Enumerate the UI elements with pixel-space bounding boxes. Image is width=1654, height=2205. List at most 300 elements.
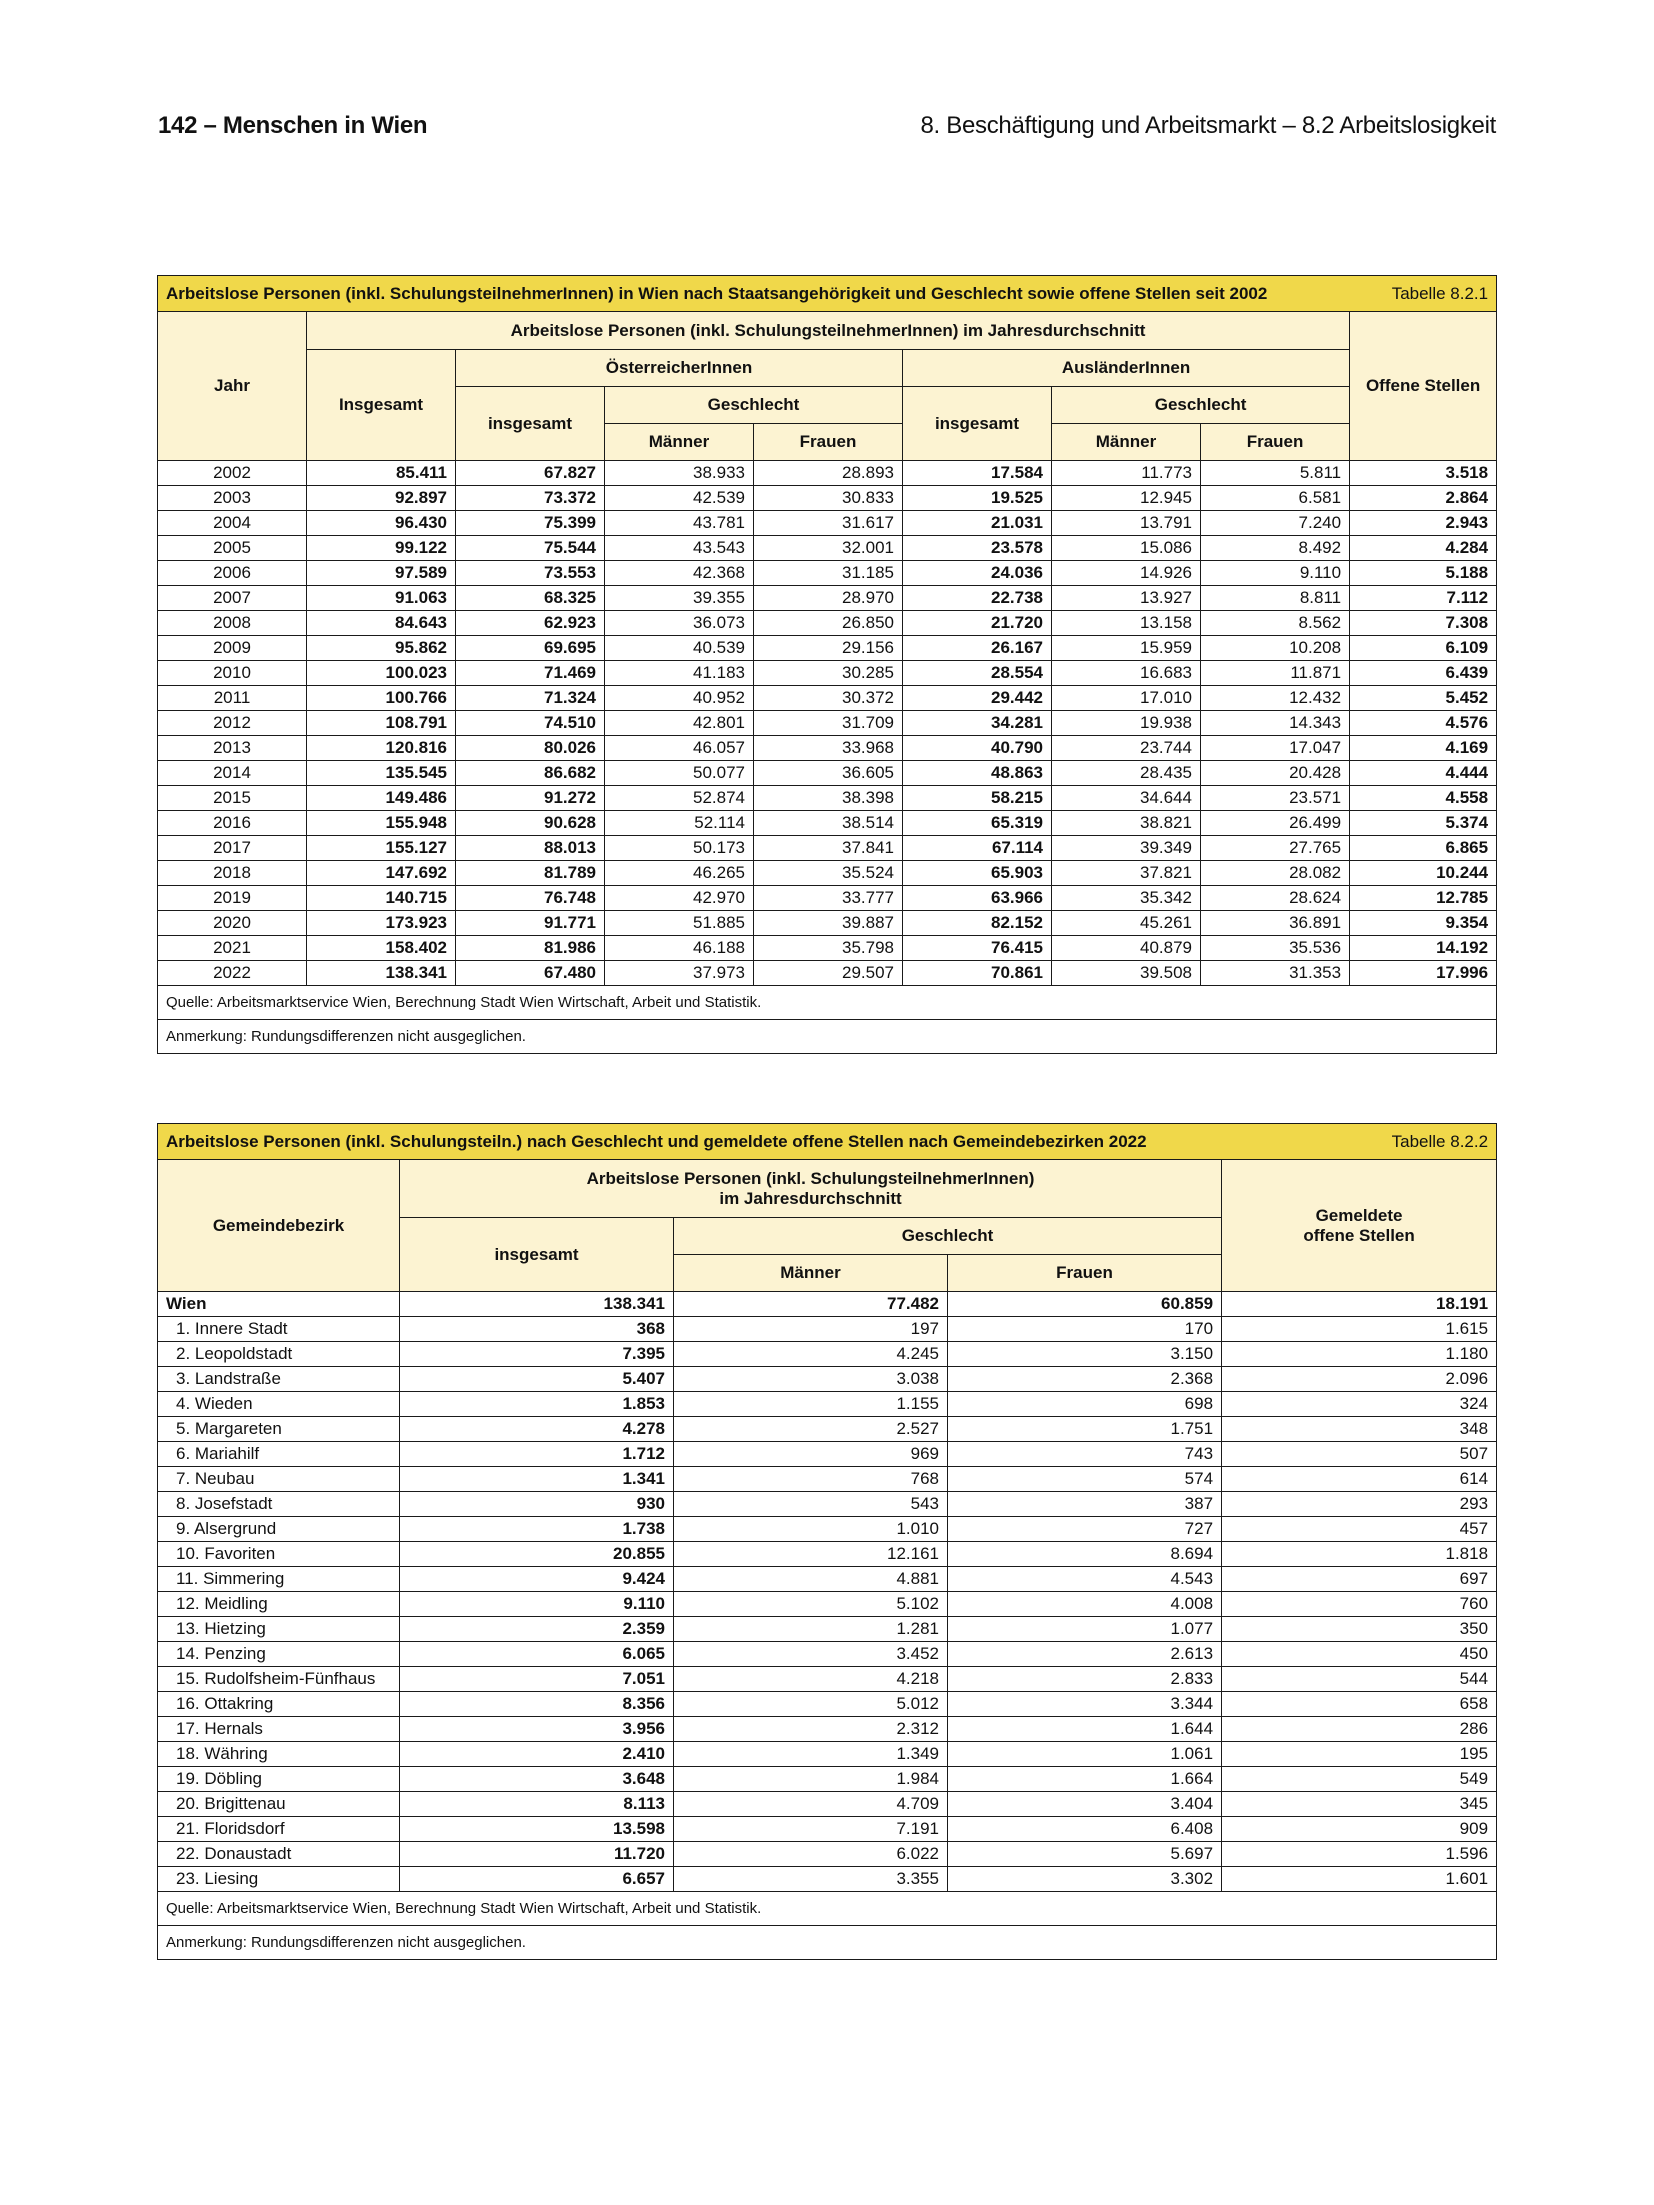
cell-oe-frauen: 30.372 [754,686,903,711]
cell-au-frauen: 23.571 [1201,786,1350,811]
cell-insgesamt: 140.715 [307,886,456,911]
bezirk-name: 7. Neubau [158,1467,400,1492]
cell-offene-stellen: 2.096 [1222,1367,1497,1392]
cell-au-maenner: 13.927 [1052,586,1201,611]
cell-offene-stellen: 549 [1222,1767,1497,1792]
cell-frauen: 3.302 [948,1867,1222,1892]
cell-oe-maenner: 50.077 [605,761,754,786]
cell-au-insgesamt: 48.863 [903,761,1052,786]
cell-frauen: 574 [948,1467,1222,1492]
cell-maenner: 4.218 [674,1667,948,1692]
cell-offene-stellen: 7.308 [1350,611,1497,636]
table-row [158,736,1497,761]
cell-au-frauen: 28.624 [1201,886,1350,911]
cell-oe-maenner: 42.801 [605,711,754,736]
cell-oe-insgesamt: 86.682 [456,761,605,786]
cell-frauen: 4.008 [948,1592,1222,1617]
table-row [158,836,1497,861]
cell-au-maenner: 17.010 [1052,686,1201,711]
cell-oe-insgesamt: 67.827 [456,461,605,486]
cell-oe-frauen: 35.524 [754,861,903,886]
cell-offene-stellen: 909 [1222,1817,1497,1842]
cell-insgesamt: 138.341 [400,1292,674,1317]
cell-au-frauen: 11.871 [1201,661,1350,686]
bezirk-name: 20. Brigittenau [158,1792,400,1817]
header-gemeldete-offene-stellen [1222,1160,1497,1292]
cell-au-frauen: 8.492 [1201,536,1350,561]
cell-offene-stellen: 286 [1222,1717,1497,1742]
cell-offene-stellen: 5.452 [1350,686,1497,711]
cell-oe-frauen: 29.507 [754,961,903,986]
cell-au-maenner: 13.158 [1052,611,1201,636]
cell-au-frauen: 28.082 [1201,861,1350,886]
table-row [158,1717,1497,1742]
header-frauen: Frauen [948,1255,1222,1292]
cell-oe-insgesamt: 71.324 [456,686,605,711]
cell-au-insgesamt: 40.790 [903,736,1052,761]
table-row [158,861,1497,886]
bezirk-name: Wien [158,1292,400,1317]
table-row-total [158,1292,1497,1317]
cell-au-frauen: 14.343 [1201,711,1350,736]
cell-offene-stellen: 3.518 [1350,461,1497,486]
cell-au-insgesamt: 58.215 [903,786,1052,811]
cell-insgesamt: 20.855 [400,1542,674,1567]
cell-oe-maenner: 50.173 [605,836,754,861]
cell-au-maenner: 23.744 [1052,736,1201,761]
cell-jahr: 2003 [158,486,307,511]
table-row [158,586,1497,611]
table-row [158,911,1497,936]
cell-insgesamt: 5.407 [400,1367,674,1392]
cell-offene-stellen: 350 [1222,1617,1497,1642]
cell-oe-maenner: 39.355 [605,586,754,611]
cell-insgesamt: 155.127 [307,836,456,861]
cell-offene-stellen: 5.188 [1350,561,1497,586]
cell-offene-stellen: 2.864 [1350,486,1497,511]
cell-au-insgesamt: 21.031 [903,511,1052,536]
cell-insgesamt: 97.589 [307,561,456,586]
cell-au-frauen: 31.353 [1201,961,1350,986]
cell-oe-maenner: 52.874 [605,786,754,811]
cell-maenner: 1.984 [674,1767,948,1792]
cell-au-insgesamt: 34.281 [903,711,1052,736]
header-oesterreicher: ÖsterreicherInnen [456,350,903,387]
cell-jahr: 2009 [158,636,307,661]
cell-au-maenner: 35.342 [1052,886,1201,911]
bezirk-name: 18. Währing [158,1742,400,1767]
cell-oe-maenner: 43.781 [605,511,754,536]
cell-offene-stellen: 4.558 [1350,786,1497,811]
cell-au-maenner: 34.644 [1052,786,1201,811]
cell-au-insgesamt: 65.319 [903,811,1052,836]
cell-jahr: 2012 [158,711,307,736]
cell-jahr: 2011 [158,686,307,711]
cell-insgesamt: 9.424 [400,1567,674,1592]
cell-au-maenner: 37.821 [1052,861,1201,886]
cell-insgesamt: 13.598 [400,1817,674,1842]
header-au-geschlecht: Geschlecht [1052,387,1350,424]
header-offene-line1: Gemeldete [1315,1205,1403,1225]
cell-offene-stellen: 457 [1222,1517,1497,1542]
cell-insgesamt: 3.648 [400,1767,674,1792]
table-row [158,786,1497,811]
cell-oe-frauen: 28.893 [754,461,903,486]
header-au-frauen: Frauen [1201,424,1350,461]
cell-offene-stellen: 544 [1222,1667,1497,1692]
cell-oe-frauen: 31.709 [754,711,903,736]
cell-insgesamt: 84.643 [307,611,456,636]
header-offene-line2: offene Stellen [1303,1225,1415,1245]
cell-oe-insgesamt: 81.789 [456,861,605,886]
cell-frauen: 1.644 [948,1717,1222,1742]
cell-au-frauen: 20.428 [1201,761,1350,786]
cell-insgesamt: 2.410 [400,1742,674,1767]
header-oe-frauen: Frauen [754,424,903,461]
bezirk-name: 15. Rudolfsheim-Fünfhaus [158,1667,400,1692]
cell-jahr: 2010 [158,661,307,686]
cell-insgesamt: 120.816 [307,736,456,761]
header-au-insgesamt: insgesamt [903,387,1052,461]
cell-au-frauen: 6.581 [1201,486,1350,511]
cell-au-insgesamt: 26.167 [903,636,1052,661]
cell-au-frauen: 9.110 [1201,561,1350,586]
cell-au-frauen: 7.240 [1201,511,1350,536]
cell-frauen: 387 [948,1492,1222,1517]
table-row [158,1617,1497,1642]
cell-offene-stellen: 1.180 [1222,1342,1497,1367]
cell-insgesamt: 1.341 [400,1467,674,1492]
table-row [158,536,1497,561]
cell-offene-stellen: 658 [1222,1692,1497,1717]
cell-frauen: 1.077 [948,1617,1222,1642]
table-row [158,886,1497,911]
bezirk-name: 21. Floridsdorf [158,1817,400,1842]
cell-oe-frauen: 30.285 [754,661,903,686]
bezirk-name: 22. Donaustadt [158,1842,400,1867]
cell-oe-frauen: 32.001 [754,536,903,561]
cell-au-frauen: 36.891 [1201,911,1350,936]
cell-frauen: 4.543 [948,1567,1222,1592]
table-row [158,486,1497,511]
cell-oe-insgesamt: 69.695 [456,636,605,661]
cell-maenner: 7.191 [674,1817,948,1842]
cell-au-frauen: 17.047 [1201,736,1350,761]
cell-oe-frauen: 36.605 [754,761,903,786]
cell-jahr: 2018 [158,861,307,886]
cell-oe-insgesamt: 76.748 [456,886,605,911]
cell-insgesamt: 96.430 [307,511,456,536]
table-number: Tabelle 8.2.2 [1222,1124,1497,1160]
cell-au-frauen: 35.536 [1201,936,1350,961]
cell-offene-stellen: 195 [1222,1742,1497,1767]
bezirk-name: 2. Leopoldstadt [158,1342,400,1367]
cell-oe-insgesamt: 73.372 [456,486,605,511]
cell-frauen: 5.697 [948,1842,1222,1867]
table-note: Anmerkung: Rundungsdifferenzen nicht ausgeglichen. [158,1020,1497,1054]
cell-au-maenner: 15.959 [1052,636,1201,661]
cell-offene-stellen: 697 [1222,1567,1497,1592]
cell-maenner: 12.161 [674,1542,948,1567]
bezirk-name: 1. Innere Stadt [158,1317,400,1342]
cell-frauen: 3.344 [948,1692,1222,1717]
cell-au-insgesamt: 29.442 [903,686,1052,711]
header-group-line1: Arbeitslose Personen (inkl. SchulungsteilnehmerInnen) [586,1168,1035,1188]
cell-frauen: 2.368 [948,1367,1222,1392]
header-bezirk: Gemeindebezirk [158,1160,400,1292]
cell-offene-stellen: 14.192 [1350,936,1497,961]
cell-insgesamt: 99.122 [307,536,456,561]
cell-oe-insgesamt: 81.986 [456,936,605,961]
table-note: Anmerkung: Rundungsdifferenzen nicht ausgeglichen. [158,1926,1497,1960]
cell-offene-stellen: 450 [1222,1642,1497,1667]
header-oe-insgesamt: insgesamt [456,387,605,461]
table-8-2-2 [157,1123,1497,1960]
cell-insgesamt: 108.791 [307,711,456,736]
cell-au-frauen: 26.499 [1201,811,1350,836]
table-row [158,1667,1497,1692]
header-au-maenner: Männer [1052,424,1201,461]
cell-oe-maenner: 46.057 [605,736,754,761]
cell-insgesamt: 6.065 [400,1642,674,1667]
cell-insgesamt: 158.402 [307,936,456,961]
cell-maenner: 2.312 [674,1717,948,1742]
table-row [158,761,1497,786]
cell-au-maenner: 28.435 [1052,761,1201,786]
cell-oe-maenner: 42.368 [605,561,754,586]
cell-au-insgesamt: 28.554 [903,661,1052,686]
table-title: Arbeitslose Personen (inkl. SchulungsteilnehmerInnen) in Wien nach Staatsangehörigkeit und Geschlecht sowie offene Stellen seit 2002 [158,276,1350,312]
cell-au-frauen: 8.811 [1201,586,1350,611]
cell-maenner: 77.482 [674,1292,948,1317]
cell-maenner: 3.038 [674,1367,948,1392]
cell-frauen: 1.664 [948,1767,1222,1792]
cell-au-frauen: 8.562 [1201,611,1350,636]
cell-oe-insgesamt: 75.399 [456,511,605,536]
table-row [158,1367,1497,1392]
cell-insgesamt: 368 [400,1317,674,1342]
cell-au-insgesamt: 67.114 [903,836,1052,861]
table-title-bar [158,1124,1497,1160]
cell-insgesamt: 2.359 [400,1617,674,1642]
cell-oe-frauen: 30.833 [754,486,903,511]
cell-oe-frauen: 38.398 [754,786,903,811]
cell-maenner: 4.245 [674,1342,948,1367]
cell-au-insgesamt: 21.720 [903,611,1052,636]
table-row [158,461,1497,486]
cell-au-insgesamt: 63.966 [903,886,1052,911]
table-row [158,1742,1497,1767]
cell-oe-insgesamt: 62.923 [456,611,605,636]
cell-oe-insgesamt: 67.480 [456,961,605,986]
cell-jahr: 2004 [158,511,307,536]
cell-offene-stellen: 4.284 [1350,536,1497,561]
table-row [158,511,1497,536]
cell-insgesamt: 95.862 [307,636,456,661]
cell-au-maenner: 14.926 [1052,561,1201,586]
cell-jahr: 2020 [158,911,307,936]
cell-insgesamt: 1.738 [400,1517,674,1542]
cell-maenner: 969 [674,1442,948,1467]
cell-maenner: 3.452 [674,1642,948,1667]
cell-oe-maenner: 42.970 [605,886,754,911]
cell-oe-maenner: 41.183 [605,661,754,686]
cell-jahr: 2017 [158,836,307,861]
cell-oe-insgesamt: 73.553 [456,561,605,586]
cell-frauen: 60.859 [948,1292,1222,1317]
cell-insgesamt: 8.356 [400,1692,674,1717]
bezirk-name: 9. Alsergrund [158,1517,400,1542]
cell-insgesamt: 9.110 [400,1592,674,1617]
header-geschlecht: Geschlecht [674,1218,1222,1255]
header-insgesamt: insgesamt [400,1218,674,1292]
cell-offene-stellen: 1.818 [1222,1542,1497,1567]
cell-maenner: 543 [674,1492,948,1517]
cell-offene-stellen: 10.244 [1350,861,1497,886]
cell-maenner: 5.102 [674,1592,948,1617]
cell-oe-maenner: 37.973 [605,961,754,986]
cell-frauen: 2.613 [948,1642,1222,1667]
cell-oe-insgesamt: 71.469 [456,661,605,686]
table-row [158,961,1497,986]
cell-offene-stellen: 293 [1222,1492,1497,1517]
cell-oe-maenner: 40.952 [605,686,754,711]
table-row [158,1867,1497,1892]
cell-oe-frauen: 39.887 [754,911,903,936]
cell-oe-frauen: 28.970 [754,586,903,611]
cell-oe-frauen: 26.850 [754,611,903,636]
table-row [158,1492,1497,1517]
table-row [158,1467,1497,1492]
cell-offene-stellen: 6.439 [1350,661,1497,686]
table-row [158,561,1497,586]
cell-frauen: 698 [948,1392,1222,1417]
header-offene-stellen: Offene Stellen [1350,312,1497,461]
cell-offene-stellen: 614 [1222,1467,1497,1492]
table-source: Quelle: Arbeitsmarktservice Wien, Berechnung Stadt Wien Wirtschaft, Arbeit und Statistik. [158,986,1497,1020]
cell-oe-frauen: 31.185 [754,561,903,586]
cell-oe-insgesamt: 91.771 [456,911,605,936]
cell-insgesamt: 147.692 [307,861,456,886]
cell-insgesamt: 92.897 [307,486,456,511]
bezirk-name: 10. Favoriten [158,1542,400,1567]
bezirk-name: 19. Döbling [158,1767,400,1792]
cell-frauen: 1.061 [948,1742,1222,1767]
bezirk-name: 17. Hernals [158,1717,400,1742]
table-row [158,1317,1497,1342]
cell-jahr: 2019 [158,886,307,911]
cell-au-maenner: 38.821 [1052,811,1201,836]
header-group: Arbeitslose Personen (inkl. SchulungsteilnehmerInnen) im Jahresdurchschnitt [307,312,1350,350]
cell-insgesamt: 100.023 [307,661,456,686]
cell-au-maenner: 13.791 [1052,511,1201,536]
cell-jahr: 2002 [158,461,307,486]
cell-frauen: 170 [948,1317,1222,1342]
table-row [158,1592,1497,1617]
cell-jahr: 2008 [158,611,307,636]
cell-offene-stellen: 6.865 [1350,836,1497,861]
cell-oe-insgesamt: 88.013 [456,836,605,861]
page-header [158,112,1496,144]
cell-au-maenner: 19.938 [1052,711,1201,736]
table-row [158,1417,1497,1442]
cell-insgesamt: 930 [400,1492,674,1517]
cell-oe-frauen: 33.777 [754,886,903,911]
cell-insgesamt: 4.278 [400,1417,674,1442]
cell-offene-stellen: 324 [1222,1392,1497,1417]
cell-maenner: 4.709 [674,1792,948,1817]
cell-offene-stellen: 18.191 [1222,1292,1497,1317]
cell-au-insgesamt: 76.415 [903,936,1052,961]
bezirk-name: 6. Mariahilf [158,1442,400,1467]
cell-maenner: 6.022 [674,1842,948,1867]
cell-au-insgesamt: 17.584 [903,461,1052,486]
cell-insgesamt: 7.395 [400,1342,674,1367]
bezirk-name: 16. Ottakring [158,1692,400,1717]
cell-au-insgesamt: 65.903 [903,861,1052,886]
cell-offene-stellen: 507 [1222,1442,1497,1467]
table-row [158,636,1497,661]
cell-offene-stellen: 760 [1222,1592,1497,1617]
cell-oe-maenner: 46.265 [605,861,754,886]
cell-au-frauen: 27.765 [1201,836,1350,861]
bezirk-name: 4. Wieden [158,1392,400,1417]
header-group-line2: im Jahresdurchschnitt [719,1188,902,1208]
table-row [158,1767,1497,1792]
cell-maenner: 1.010 [674,1517,948,1542]
cell-frauen: 3.404 [948,1792,1222,1817]
cell-oe-frauen: 29.156 [754,636,903,661]
cell-insgesamt: 91.063 [307,586,456,611]
cell-au-insgesamt: 24.036 [903,561,1052,586]
bezirk-name: 8. Josefstadt [158,1492,400,1517]
table-title: Arbeitslose Personen (inkl. Schulungsteiln.) nach Geschlecht und gemeldete offene Stellen nach Gemeindebezirken 2022 [158,1124,1222,1160]
table-row [158,711,1497,736]
bezirk-name: 11. Simmering [158,1567,400,1592]
cell-au-insgesamt: 70.861 [903,961,1052,986]
cell-insgesamt: 155.948 [307,811,456,836]
cell-insgesamt: 173.923 [307,911,456,936]
table-row [158,1392,1497,1417]
cell-oe-insgesamt: 91.272 [456,786,605,811]
cell-frauen: 2.833 [948,1667,1222,1692]
cell-oe-frauen: 38.514 [754,811,903,836]
cell-au-insgesamt: 22.738 [903,586,1052,611]
cell-au-maenner: 39.349 [1052,836,1201,861]
cell-oe-maenner: 42.539 [605,486,754,511]
cell-jahr: 2021 [158,936,307,961]
table-row [158,1842,1497,1867]
cell-oe-frauen: 35.798 [754,936,903,961]
cell-oe-insgesamt: 74.510 [456,711,605,736]
cell-oe-insgesamt: 90.628 [456,811,605,836]
header-oe-geschlecht: Geschlecht [605,387,903,424]
cell-offene-stellen: 2.943 [1350,511,1497,536]
cell-offene-stellen: 7.112 [1350,586,1497,611]
cell-au-maenner: 45.261 [1052,911,1201,936]
cell-oe-maenner: 38.933 [605,461,754,486]
cell-insgesamt: 100.766 [307,686,456,711]
cell-frauen: 743 [948,1442,1222,1467]
cell-offene-stellen: 1.601 [1222,1867,1497,1892]
cell-oe-maenner: 40.539 [605,636,754,661]
cell-oe-insgesamt: 68.325 [456,586,605,611]
cell-insgesamt: 7.051 [400,1667,674,1692]
cell-oe-maenner: 51.885 [605,911,754,936]
table-row [158,1642,1497,1667]
page-number-title: 142 – Menschen in Wien [158,112,428,139]
table-row [158,611,1497,636]
